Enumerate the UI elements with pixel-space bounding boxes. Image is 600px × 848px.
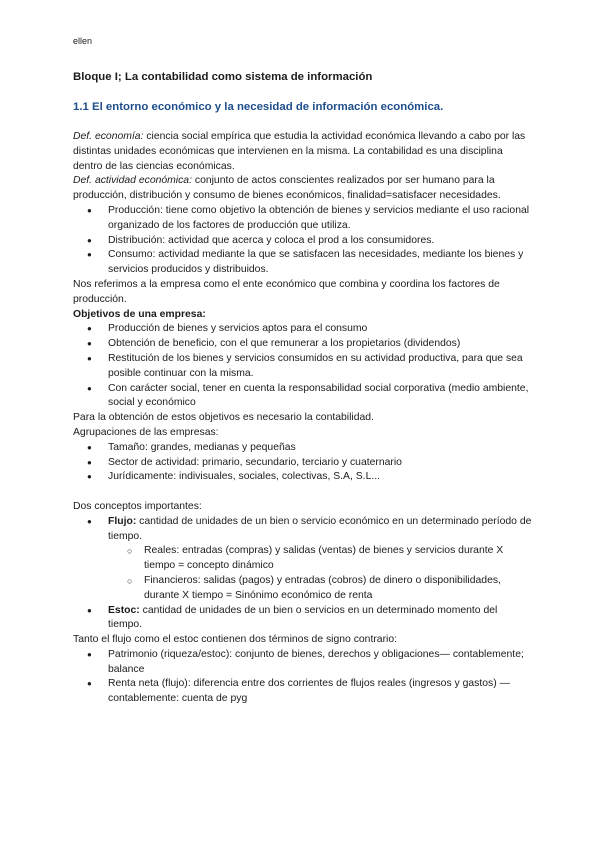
flujo-sublist — [108, 544, 533, 603]
conceptos-list — [73, 515, 533, 633]
concept-term: Estoc: — [108, 604, 140, 616]
concept-text: cantidad de unidades de un bien o servicio económico en un determinado período de tiempo. — [108, 515, 532, 542]
tanto-paragraph: Tanto el flujo como el estoc contienen dos términos de signo contrario: — [73, 634, 398, 646]
agrupaciones-heading: Agrupaciones de las empresas: — [73, 426, 219, 438]
concept-text: cantidad de unidades de un bien o servicios en un determinado momento del tiempo. — [108, 604, 498, 631]
list-item: ● Restitución de los bienes y servicios consumidos en su actividad productiva, para que sea posible continuar con la misma. — [73, 352, 533, 382]
list-item: ● Producción: tiene como objetivo la obtención de bienes y servicios mediante el uso racional organizado de los factores de producción que utiliza. — [73, 204, 533, 234]
objetivos-list — [73, 322, 533, 411]
agrupaciones-list — [73, 441, 533, 485]
para-paragraph: Para la obtención de estos objetivos es necesario la contabilidad. — [73, 412, 374, 424]
sublist-item: ○ Reales: entradas (compras) y salidas (ventas) de bienes y servicios durante X tiempo = concepto dinámico — [73, 544, 533, 574]
spacer — [73, 485, 533, 500]
terminos-list — [73, 648, 533, 707]
list-item: ● Patrimonio (riqueza/estoc): conjunto de bienes, derechos y obligaciones— contablemente; balance — [73, 648, 533, 678]
list-item: ● Jurídicamente: indivisuales, sociales, colectivas, S.A, S.L... — [73, 470, 533, 485]
definition-economia — [73, 130, 533, 174]
document-body — [73, 130, 533, 707]
sublist-item: ○ Financieros: salidas (pagos) y entradas (cobros) de dinero o disponibilidades, durante X tiempo = Sinónimo económico de renta — [73, 574, 533, 604]
block-title: Bloque I; La contabilidad como sistema de información — [73, 71, 373, 83]
list-item-flujo — [73, 515, 533, 604]
list-item: ● Obtención de beneficio, con el que remunerar a los propietarios (dividendos) — [73, 337, 533, 352]
definition-text: conjunto de actos conscientes realizados por ser humano para la producción, distribución y consumo de bienes económicos, finalidad=satisfacer necesidades. — [73, 175, 501, 202]
definition-text: ciencia social empírica que estudia la actividad económica llevando a cabo por las distintas unidades económicas que intervienen en la misma. La contabilidad es una disciplina dentro de las ciencias económicas. — [73, 131, 526, 172]
conceptos-heading: Dos conceptos importantes: — [73, 500, 202, 512]
list-item: ● Sector de actividad: primario, secundario, terciario y cuaternario — [73, 456, 533, 471]
list-item: ● Consumo: actividad mediante la que se satisfacen las necesidades, mediante los bienes y servicios producidos y distribuidos. — [73, 248, 533, 278]
definition-term: Def. actividad económica: — [73, 175, 192, 187]
list-item: ● Distribución: actividad que acerca y coloca el prod a los consumidores. — [73, 234, 533, 249]
list-item: ● Con carácter social, tener en cuenta la responsabilidad social corporativa (medio ambiente, social y económico — [73, 382, 533, 412]
list-item: ● Producción de bienes y servicios aptos para el consumo — [73, 322, 533, 337]
author-name: ellen — [73, 36, 93, 46]
concept-term: Flujo: — [108, 515, 137, 527]
empresa-paragraph: Nos referimos a la empresa como el ente económico que combina y coordina los factores de producción. — [73, 278, 500, 305]
list-item: ● Renta neta (flujo): diferencia entre dos corrientes de flujos reales (ingresos y gastos) — contablemente: cuenta de pyg — [73, 677, 533, 707]
definition-term: Def. economía: — [73, 131, 144, 142]
definition-actividad — [73, 174, 533, 204]
actividades-list — [73, 204, 533, 278]
list-item: ● Tamaño: grandes, medianas y pequeñas — [73, 441, 533, 456]
list-item-estoc — [73, 604, 533, 634]
objetivos-heading: Objetivos de una empresa: — [73, 308, 206, 320]
section-title: 1.1 El entorno económico y la necesidad de información económica. — [73, 101, 444, 113]
